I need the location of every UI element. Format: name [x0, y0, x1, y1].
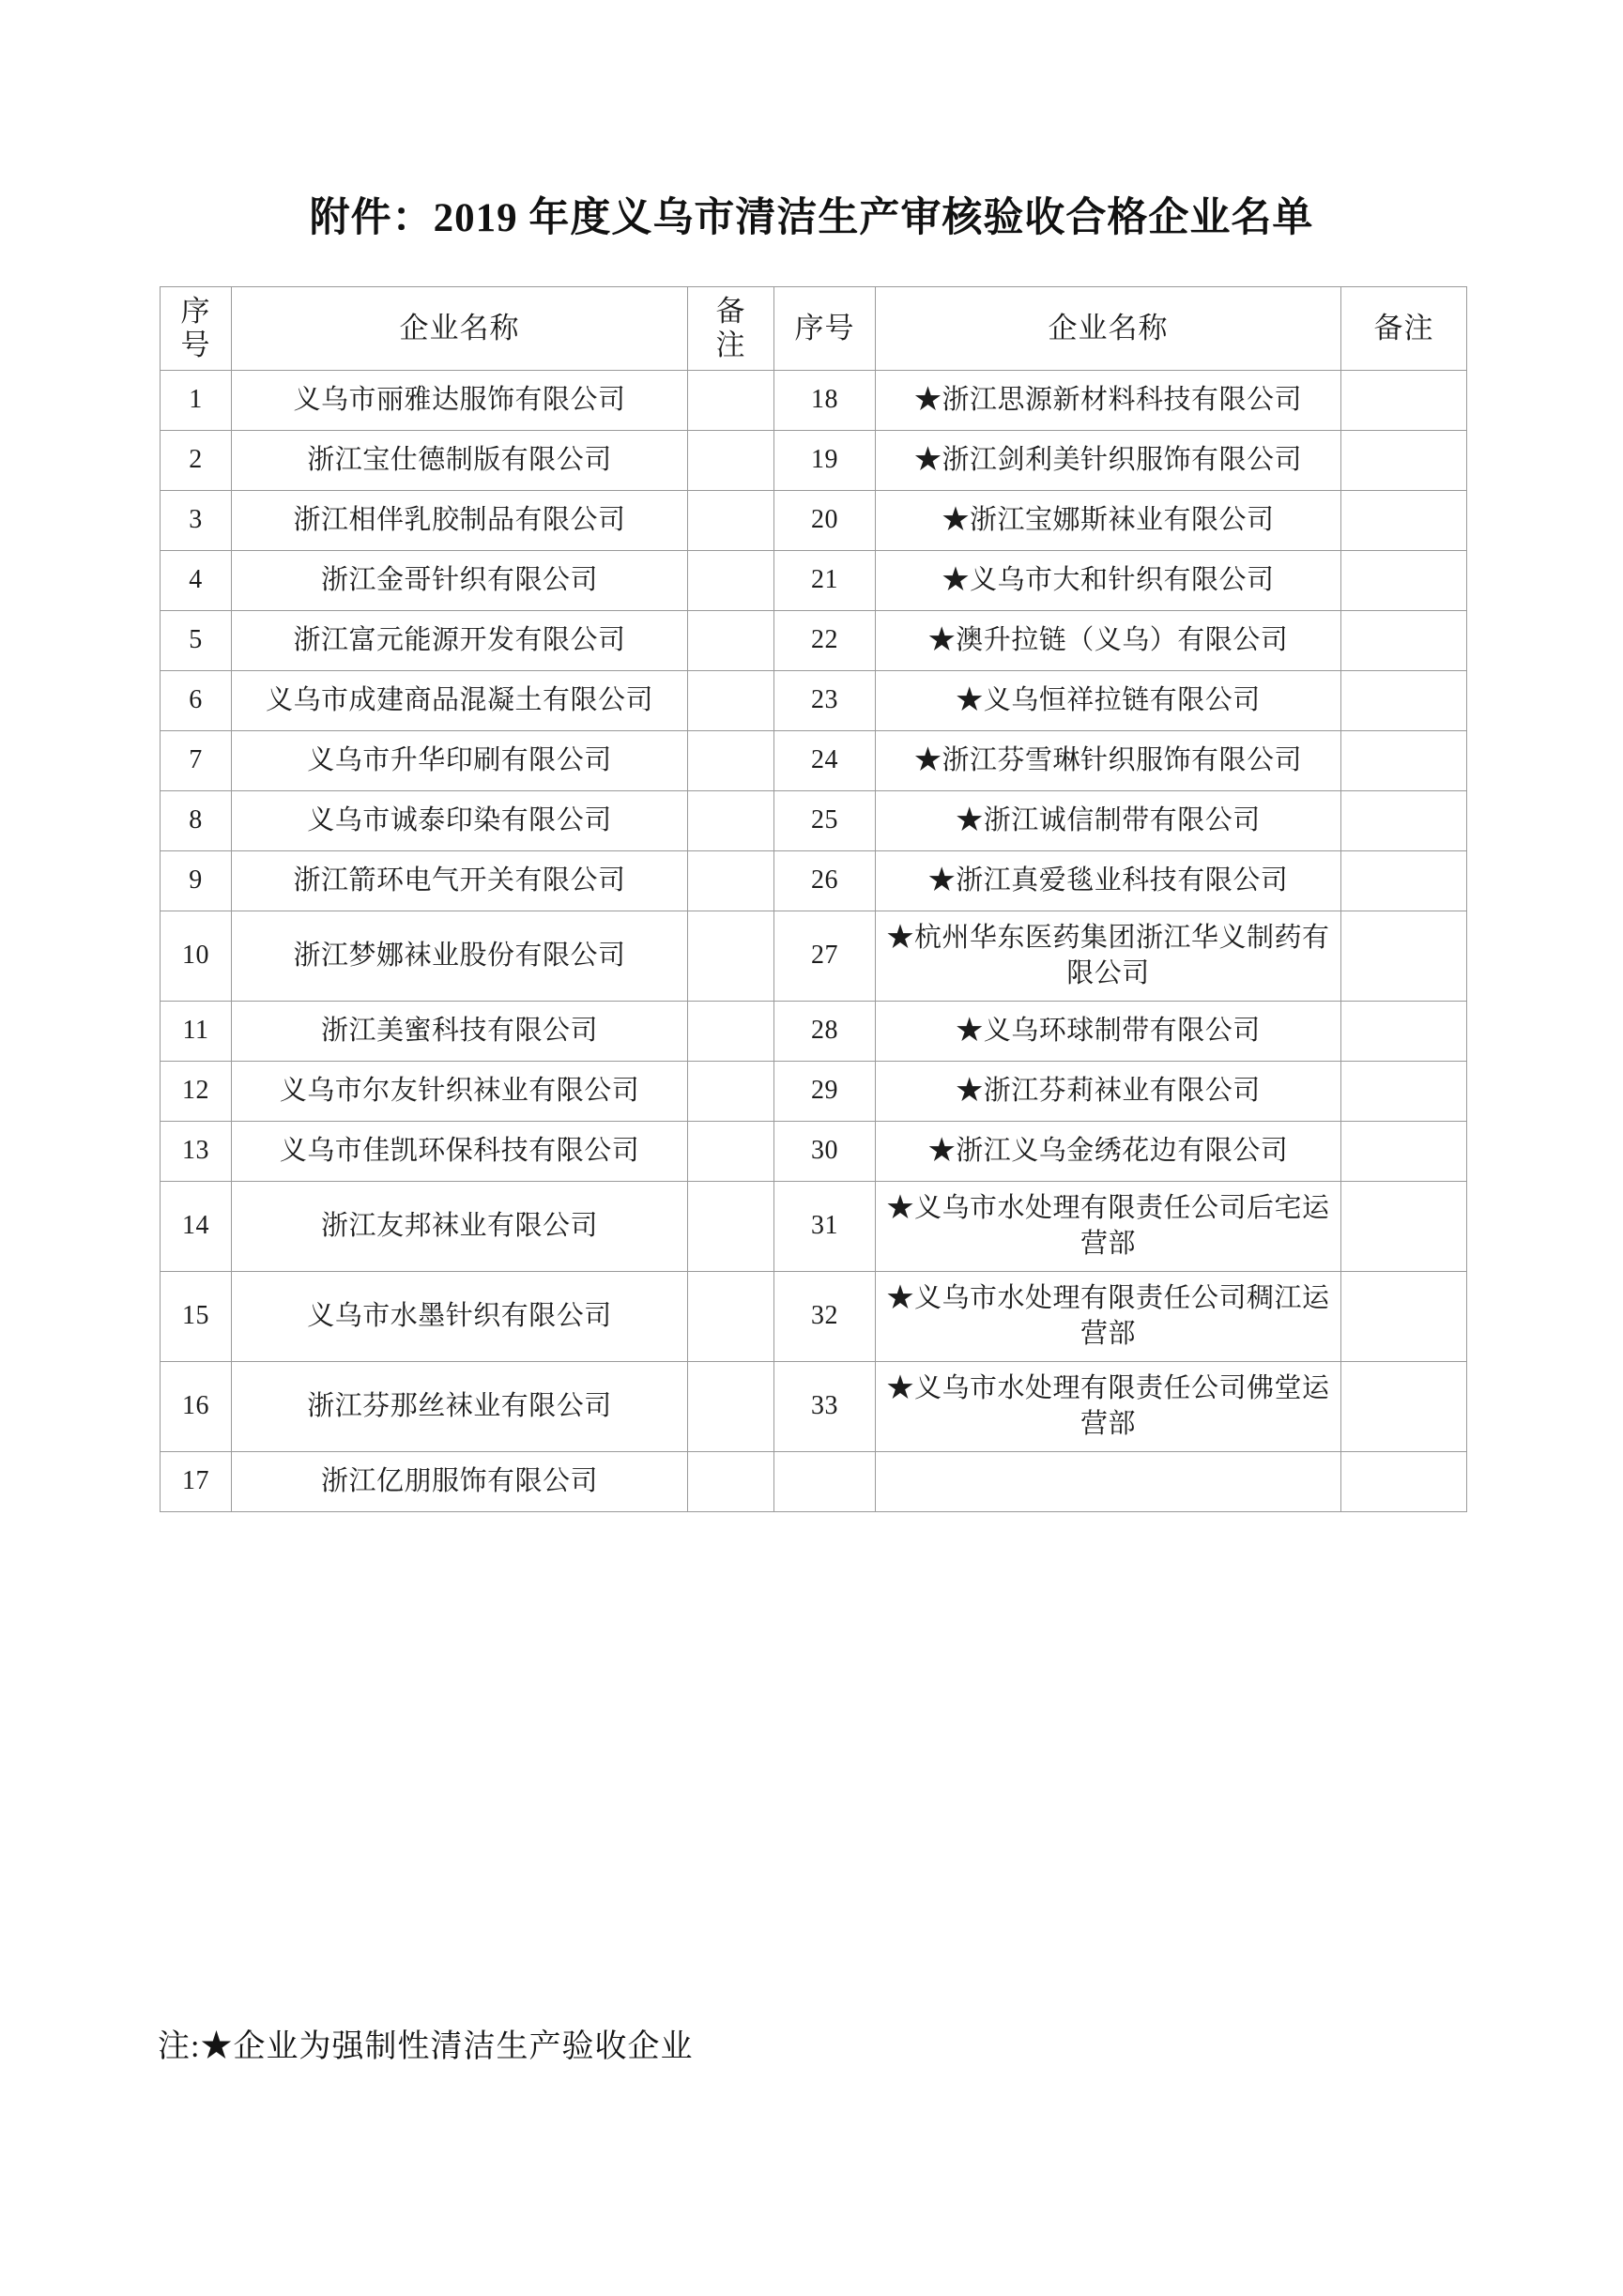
- cell-name-right: ★浙江思源新材料科技有限公司: [876, 371, 1341, 431]
- cell-index-left: 6: [161, 671, 232, 731]
- cell-name-left: 义乌市诚泰印染有限公司: [232, 791, 688, 851]
- cell-remark-right: [1341, 911, 1467, 1002]
- cell-index-right: 22: [774, 611, 876, 671]
- cell-name-left: 浙江友邦袜业有限公司: [232, 1182, 688, 1272]
- cell-name-right: ★浙江义乌金绣花边有限公司: [876, 1122, 1341, 1182]
- table-row: [161, 911, 1467, 1002]
- footnote: 注:★企业为强制性清洁生产验收企业: [158, 2029, 694, 2064]
- cell-name-right: ★浙江宝娜斯袜业有限公司: [876, 491, 1341, 551]
- cell-name-right: ★义乌市水处理有限责任公司稠江运营部: [876, 1272, 1341, 1362]
- cell-remark-left: [688, 1362, 774, 1452]
- table-row: [161, 791, 1467, 851]
- table-row: [161, 431, 1467, 491]
- cell-remark-left: [688, 551, 774, 611]
- cell-remark-right: [1341, 491, 1467, 551]
- cell-remark-left: [688, 1452, 774, 1512]
- cell-remark-right: [1341, 851, 1467, 911]
- column-header-name-right: 企业名称: [876, 287, 1341, 371]
- cell-remark-left: [688, 791, 774, 851]
- cell-index-left: 12: [161, 1062, 232, 1122]
- cell-remark-right: [1341, 1362, 1467, 1452]
- table-row: [161, 1182, 1467, 1272]
- cell-remark-right: [1341, 1002, 1467, 1062]
- cell-name-left: 义乌市佳凯环保科技有限公司: [232, 1122, 688, 1182]
- cell-name-left: 浙江芬那丝袜业有限公司: [232, 1362, 688, 1452]
- table-row: [161, 1452, 1467, 1512]
- cell-name-right: ★杭州华东医药集团浙江华义制药有限公司: [876, 911, 1341, 1002]
- cell-name-left: 浙江梦娜袜业股份有限公司: [232, 911, 688, 1002]
- column-header-index-left-line1: 序: [180, 295, 211, 329]
- cell-index-left: 17: [161, 1452, 232, 1512]
- cell-name-left: 浙江相伴乳胶制品有限公司: [232, 491, 688, 551]
- table-header-row: [161, 287, 1467, 371]
- cell-name-left: 浙江宝仕德制版有限公司: [232, 431, 688, 491]
- cell-index-left: 1: [161, 371, 232, 431]
- column-header-remark-right: 备注: [1341, 287, 1467, 371]
- cell-remark-right: [1341, 551, 1467, 611]
- cell-remark-right: [1341, 1182, 1467, 1272]
- page-title: 附件：2019 年度义乌市清洁生产审核验收合格企业名单: [309, 196, 1314, 240]
- cell-remark-left: [688, 1182, 774, 1272]
- cell-index-right: 20: [774, 491, 876, 551]
- cell-index-left: 4: [161, 551, 232, 611]
- cell-name-left: 浙江富元能源开发有限公司: [232, 611, 688, 671]
- cell-remark-right: [1341, 731, 1467, 791]
- cell-name-right: ★浙江真爱毯业科技有限公司: [876, 851, 1341, 911]
- cell-remark-left: [688, 431, 774, 491]
- table-row: [161, 611, 1467, 671]
- table-row: [161, 551, 1467, 611]
- cell-index-left: 14: [161, 1182, 232, 1272]
- cell-remark-left: [688, 671, 774, 731]
- cell-index-left: 9: [161, 851, 232, 911]
- column-header-index-right: 序号: [774, 287, 876, 371]
- cell-name-right: ★义乌环球制带有限公司: [876, 1002, 1341, 1062]
- cell-remark-left: [688, 731, 774, 791]
- table-row: [161, 1062, 1467, 1122]
- column-header-remark-left: [688, 287, 774, 371]
- cell-index-right: 25: [774, 791, 876, 851]
- cell-remark-right: [1341, 1272, 1467, 1362]
- cell-index-left: 16: [161, 1362, 232, 1452]
- column-header-remark-left-line1: 备: [715, 295, 746, 329]
- cell-index-right: 31: [774, 1182, 876, 1272]
- cell-name-right: ★浙江芬莉袜业有限公司: [876, 1062, 1341, 1122]
- table-header: [161, 287, 1467, 371]
- cell-index-left: 7: [161, 731, 232, 791]
- cell-index-left: 10: [161, 911, 232, 1002]
- cell-remark-right: [1341, 431, 1467, 491]
- cell-index-right: 29: [774, 1062, 876, 1122]
- table-row: [161, 1002, 1467, 1062]
- cell-index-right: 26: [774, 851, 876, 911]
- cell-index-left: 11: [161, 1002, 232, 1062]
- cell-remark-left: [688, 1122, 774, 1182]
- table-body: [161, 371, 1467, 1512]
- cell-name-right: ★浙江剑利美针织服饰有限公司: [876, 431, 1341, 491]
- cell-name-left: 义乌市尔友针织袜业有限公司: [232, 1062, 688, 1122]
- cell-index-right: 28: [774, 1002, 876, 1062]
- cell-remark-right: [1341, 1062, 1467, 1122]
- cell-index-right: 33: [774, 1362, 876, 1452]
- cell-index-right: 18: [774, 371, 876, 431]
- cell-name-left: 义乌市丽雅达服饰有限公司: [232, 371, 688, 431]
- cell-remark-left: [688, 1002, 774, 1062]
- table-row: [161, 491, 1467, 551]
- cell-name-right: ★义乌市水处理有限责任公司佛堂运营部: [876, 1362, 1341, 1452]
- cell-index-left: 8: [161, 791, 232, 851]
- cell-index-right: 19: [774, 431, 876, 491]
- cell-remark-left: [688, 911, 774, 1002]
- column-header-index-left-line2: 号: [180, 329, 211, 361]
- cell-index-right: 32: [774, 1272, 876, 1362]
- cell-index-right: 27: [774, 911, 876, 1002]
- cell-remark-right: [1341, 1122, 1467, 1182]
- cell-index-left: 3: [161, 491, 232, 551]
- cell-name-left: 义乌市成建商品混凝土有限公司: [232, 671, 688, 731]
- cell-index-right: 23: [774, 671, 876, 731]
- cell-name-left: 浙江金哥针织有限公司: [232, 551, 688, 611]
- cell-index-left: 13: [161, 1122, 232, 1182]
- cell-index-left: 15: [161, 1272, 232, 1362]
- cell-name-left: 义乌市水墨针织有限公司: [232, 1272, 688, 1362]
- column-header-name-left: 企业名称: [232, 287, 688, 371]
- cell-remark-right: [1341, 671, 1467, 731]
- cell-name-left: 浙江亿朋服饰有限公司: [232, 1452, 688, 1512]
- cell-name-right: ★义乌市大和针织有限公司: [876, 551, 1341, 611]
- cell-remark-left: [688, 611, 774, 671]
- cell-index-left: 2: [161, 431, 232, 491]
- cell-index-right: 24: [774, 731, 876, 791]
- cell-index-right: [774, 1452, 876, 1512]
- cell-name-left: 浙江箭环电气开关有限公司: [232, 851, 688, 911]
- cell-remark-right: [1341, 371, 1467, 431]
- column-header-remark-left-line2: 注: [715, 329, 746, 361]
- cell-name-left: 浙江美蜜科技有限公司: [232, 1002, 688, 1062]
- company-list-table-container: [160, 286, 1466, 1512]
- cell-remark-left: [688, 491, 774, 551]
- cell-name-right: ★浙江芬雪琳针织服饰有限公司: [876, 731, 1341, 791]
- table-row: [161, 731, 1467, 791]
- table-row: [161, 851, 1467, 911]
- cell-name-right: ★浙江诚信制带有限公司: [876, 791, 1341, 851]
- column-header-index-left: [161, 287, 232, 371]
- table-row: [161, 671, 1467, 731]
- cell-name-left: 义乌市升华印刷有限公司: [232, 731, 688, 791]
- table-row: [161, 371, 1467, 431]
- cell-remark-left: [688, 1062, 774, 1122]
- cell-index-right: 30: [774, 1122, 876, 1182]
- table-row: [161, 1122, 1467, 1182]
- table-row: [161, 1362, 1467, 1452]
- cell-remark-right: [1341, 611, 1467, 671]
- cell-name-right: ★义乌市水处理有限责任公司后宅运营部: [876, 1182, 1341, 1272]
- cell-remark-left: [688, 1272, 774, 1362]
- company-list-table: [160, 286, 1467, 1512]
- cell-name-right: ★义乌恒祥拉链有限公司: [876, 671, 1341, 731]
- table-row: [161, 1272, 1467, 1362]
- cell-remark-left: [688, 851, 774, 911]
- cell-name-right: ★澳升拉链（义乌）有限公司: [876, 611, 1341, 671]
- cell-remark-left: [688, 371, 774, 431]
- cell-remark-right: [1341, 791, 1467, 851]
- cell-index-left: 5: [161, 611, 232, 671]
- cell-name-right: [876, 1452, 1341, 1512]
- cell-remark-right: [1341, 1452, 1467, 1512]
- cell-index-right: 21: [774, 551, 876, 611]
